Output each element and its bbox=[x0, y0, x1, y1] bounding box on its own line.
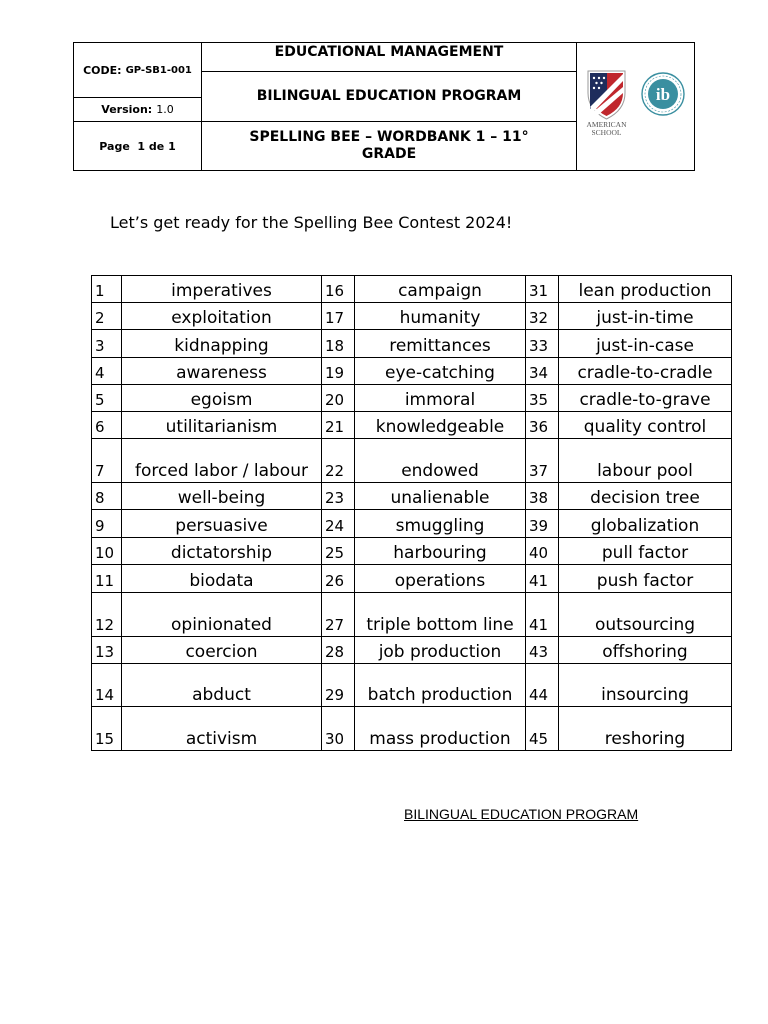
word-entry: forced labor / labour bbox=[122, 439, 322, 483]
word-number: 19 bbox=[322, 358, 355, 385]
school-logos bbox=[577, 43, 694, 170]
word-number: 34 bbox=[526, 358, 559, 385]
word-entry: humanity bbox=[355, 303, 526, 330]
page-label: Page 1 de 1 bbox=[99, 139, 176, 153]
word-number: 9 bbox=[92, 510, 122, 538]
word-number: 44 bbox=[526, 664, 559, 707]
word-entry: job production bbox=[355, 637, 526, 664]
table-row bbox=[92, 510, 732, 538]
code-value: GP-SB1-001 bbox=[125, 64, 192, 76]
word-number: 8 bbox=[92, 483, 122, 510]
word-entry: just-in-time bbox=[559, 303, 732, 330]
word-entry: opinionated bbox=[122, 593, 322, 637]
word-entry: exploitation bbox=[122, 303, 322, 330]
intro-text: Let’s get ready for the Spelling Bee Contest 2024! bbox=[110, 213, 513, 232]
word-number: 13 bbox=[92, 637, 122, 664]
ib-world-school-icon bbox=[642, 73, 684, 115]
word-entry: push factor bbox=[559, 565, 732, 593]
word-number: 24 bbox=[322, 510, 355, 538]
word-entry: offshoring bbox=[559, 637, 732, 664]
word-number: 27 bbox=[322, 593, 355, 637]
page-cell bbox=[74, 122, 201, 170]
word-number: 2 bbox=[92, 303, 122, 330]
word-entry: reshoring bbox=[559, 707, 732, 751]
code-cell bbox=[74, 43, 201, 98]
word-number: 33 bbox=[526, 330, 559, 358]
word-entry: well-being bbox=[122, 483, 322, 510]
word-number: 26 bbox=[322, 565, 355, 593]
table-row bbox=[92, 707, 732, 751]
document-header bbox=[73, 42, 695, 171]
word-entry: egoism bbox=[122, 385, 322, 412]
table-row bbox=[92, 303, 732, 330]
version-cell bbox=[74, 98, 201, 122]
word-entry: mass production bbox=[355, 707, 526, 751]
word-entry: cradle-to-grave bbox=[559, 385, 732, 412]
table-row bbox=[92, 330, 732, 358]
word-number: 25 bbox=[322, 538, 355, 565]
word-entry: batch production bbox=[355, 664, 526, 707]
word-entry: harbouring bbox=[355, 538, 526, 565]
word-entry: persuasive bbox=[122, 510, 322, 538]
word-number: 40 bbox=[526, 538, 559, 565]
word-entry: outsourcing bbox=[559, 593, 732, 637]
word-entry: labour pool bbox=[559, 439, 732, 483]
word-number: 18 bbox=[322, 330, 355, 358]
word-entry: just-in-case bbox=[559, 330, 732, 358]
header-meta bbox=[74, 43, 202, 170]
table-row bbox=[92, 483, 732, 510]
word-entry: unalienable bbox=[355, 483, 526, 510]
word-number: 36 bbox=[526, 412, 559, 439]
word-entry: dictatorship bbox=[122, 538, 322, 565]
footer-program: BILINGUAL EDUCATION PROGRAM bbox=[404, 806, 639, 822]
word-number: 21 bbox=[322, 412, 355, 439]
word-entry: lean production bbox=[559, 276, 732, 303]
word-number: 31 bbox=[526, 276, 559, 303]
word-number: 4 bbox=[92, 358, 122, 385]
word-entry: operations bbox=[355, 565, 526, 593]
word-entry: biodata bbox=[122, 565, 322, 593]
word-entry: eye-catching bbox=[355, 358, 526, 385]
word-entry: kidnapping bbox=[122, 330, 322, 358]
word-entry: endowed bbox=[355, 439, 526, 483]
word-number: 28 bbox=[322, 637, 355, 664]
table-row bbox=[92, 439, 732, 483]
american-school-shield-icon bbox=[588, 71, 625, 119]
word-number: 7 bbox=[92, 439, 122, 483]
word-entry: campaign bbox=[355, 276, 526, 303]
word-entry: imperatives bbox=[122, 276, 322, 303]
word-entry: coercion bbox=[122, 637, 322, 664]
word-entry: awareness bbox=[122, 358, 322, 385]
word-number: 41 bbox=[526, 593, 559, 637]
header-logos bbox=[577, 43, 694, 170]
wordbank-table bbox=[91, 275, 732, 751]
word-entry: cradle-to-cradle bbox=[559, 358, 732, 385]
word-entry: immoral bbox=[355, 385, 526, 412]
word-number: 1 bbox=[92, 276, 122, 303]
word-entry: insourcing bbox=[559, 664, 732, 707]
table-row bbox=[92, 358, 732, 385]
word-entry: globalization bbox=[559, 510, 732, 538]
word-number: 11 bbox=[92, 565, 122, 593]
word-number: 43 bbox=[526, 637, 559, 664]
word-number: 5 bbox=[92, 385, 122, 412]
word-number: 23 bbox=[322, 483, 355, 510]
version-label: Version: bbox=[101, 103, 153, 116]
word-entry: activism bbox=[122, 707, 322, 751]
word-number: 38 bbox=[526, 483, 559, 510]
header-titles bbox=[202, 43, 577, 170]
word-number: 45 bbox=[526, 707, 559, 751]
word-entry: smuggling bbox=[355, 510, 526, 538]
title-spelling-bee: SPELLING BEE – WORDBANK 1 – 11° GRADE bbox=[249, 129, 529, 162]
word-number: 20 bbox=[322, 385, 355, 412]
word-number: 14 bbox=[92, 664, 122, 707]
code-label: CODE: bbox=[83, 63, 122, 77]
word-number: 41 bbox=[526, 565, 559, 593]
word-number: 37 bbox=[526, 439, 559, 483]
word-number: 6 bbox=[92, 412, 122, 439]
word-entry: abduct bbox=[122, 664, 322, 707]
table-row bbox=[92, 385, 732, 412]
word-entry: utilitarianism bbox=[122, 412, 322, 439]
logo-school-line1: AMERICAN bbox=[586, 120, 627, 129]
word-number: 22 bbox=[322, 439, 355, 483]
table-row bbox=[92, 664, 732, 707]
word-number: 32 bbox=[526, 303, 559, 330]
word-entry: remittances bbox=[355, 330, 526, 358]
word-number: 16 bbox=[322, 276, 355, 303]
word-number: 12 bbox=[92, 593, 122, 637]
logo-school-line2: SCHOOL bbox=[591, 128, 622, 137]
word-number: 10 bbox=[92, 538, 122, 565]
title-bilingual-program: BILINGUAL EDUCATION PROGRAM bbox=[202, 72, 576, 122]
word-number: 30 bbox=[322, 707, 355, 751]
word-entry: quality control bbox=[559, 412, 732, 439]
table-row bbox=[92, 593, 732, 637]
table-row bbox=[92, 276, 732, 303]
word-entry: pull factor bbox=[559, 538, 732, 565]
word-entry: decision tree bbox=[559, 483, 732, 510]
table-row bbox=[92, 565, 732, 593]
table-row bbox=[92, 538, 732, 565]
word-number: 15 bbox=[92, 707, 122, 751]
word-number: 39 bbox=[526, 510, 559, 538]
word-entry: knowledgeable bbox=[355, 412, 526, 439]
word-entry: triple bottom line bbox=[355, 593, 526, 637]
word-number: 3 bbox=[92, 330, 122, 358]
version-value: 1.0 bbox=[156, 103, 174, 116]
word-number: 17 bbox=[322, 303, 355, 330]
logo-ib-text: ib bbox=[655, 85, 671, 104]
title-educational-management: EDUCATIONAL MANAGEMENT bbox=[202, 43, 576, 72]
word-number: 29 bbox=[322, 664, 355, 707]
table-row bbox=[92, 637, 732, 664]
word-number: 35 bbox=[526, 385, 559, 412]
table-row bbox=[92, 412, 732, 439]
